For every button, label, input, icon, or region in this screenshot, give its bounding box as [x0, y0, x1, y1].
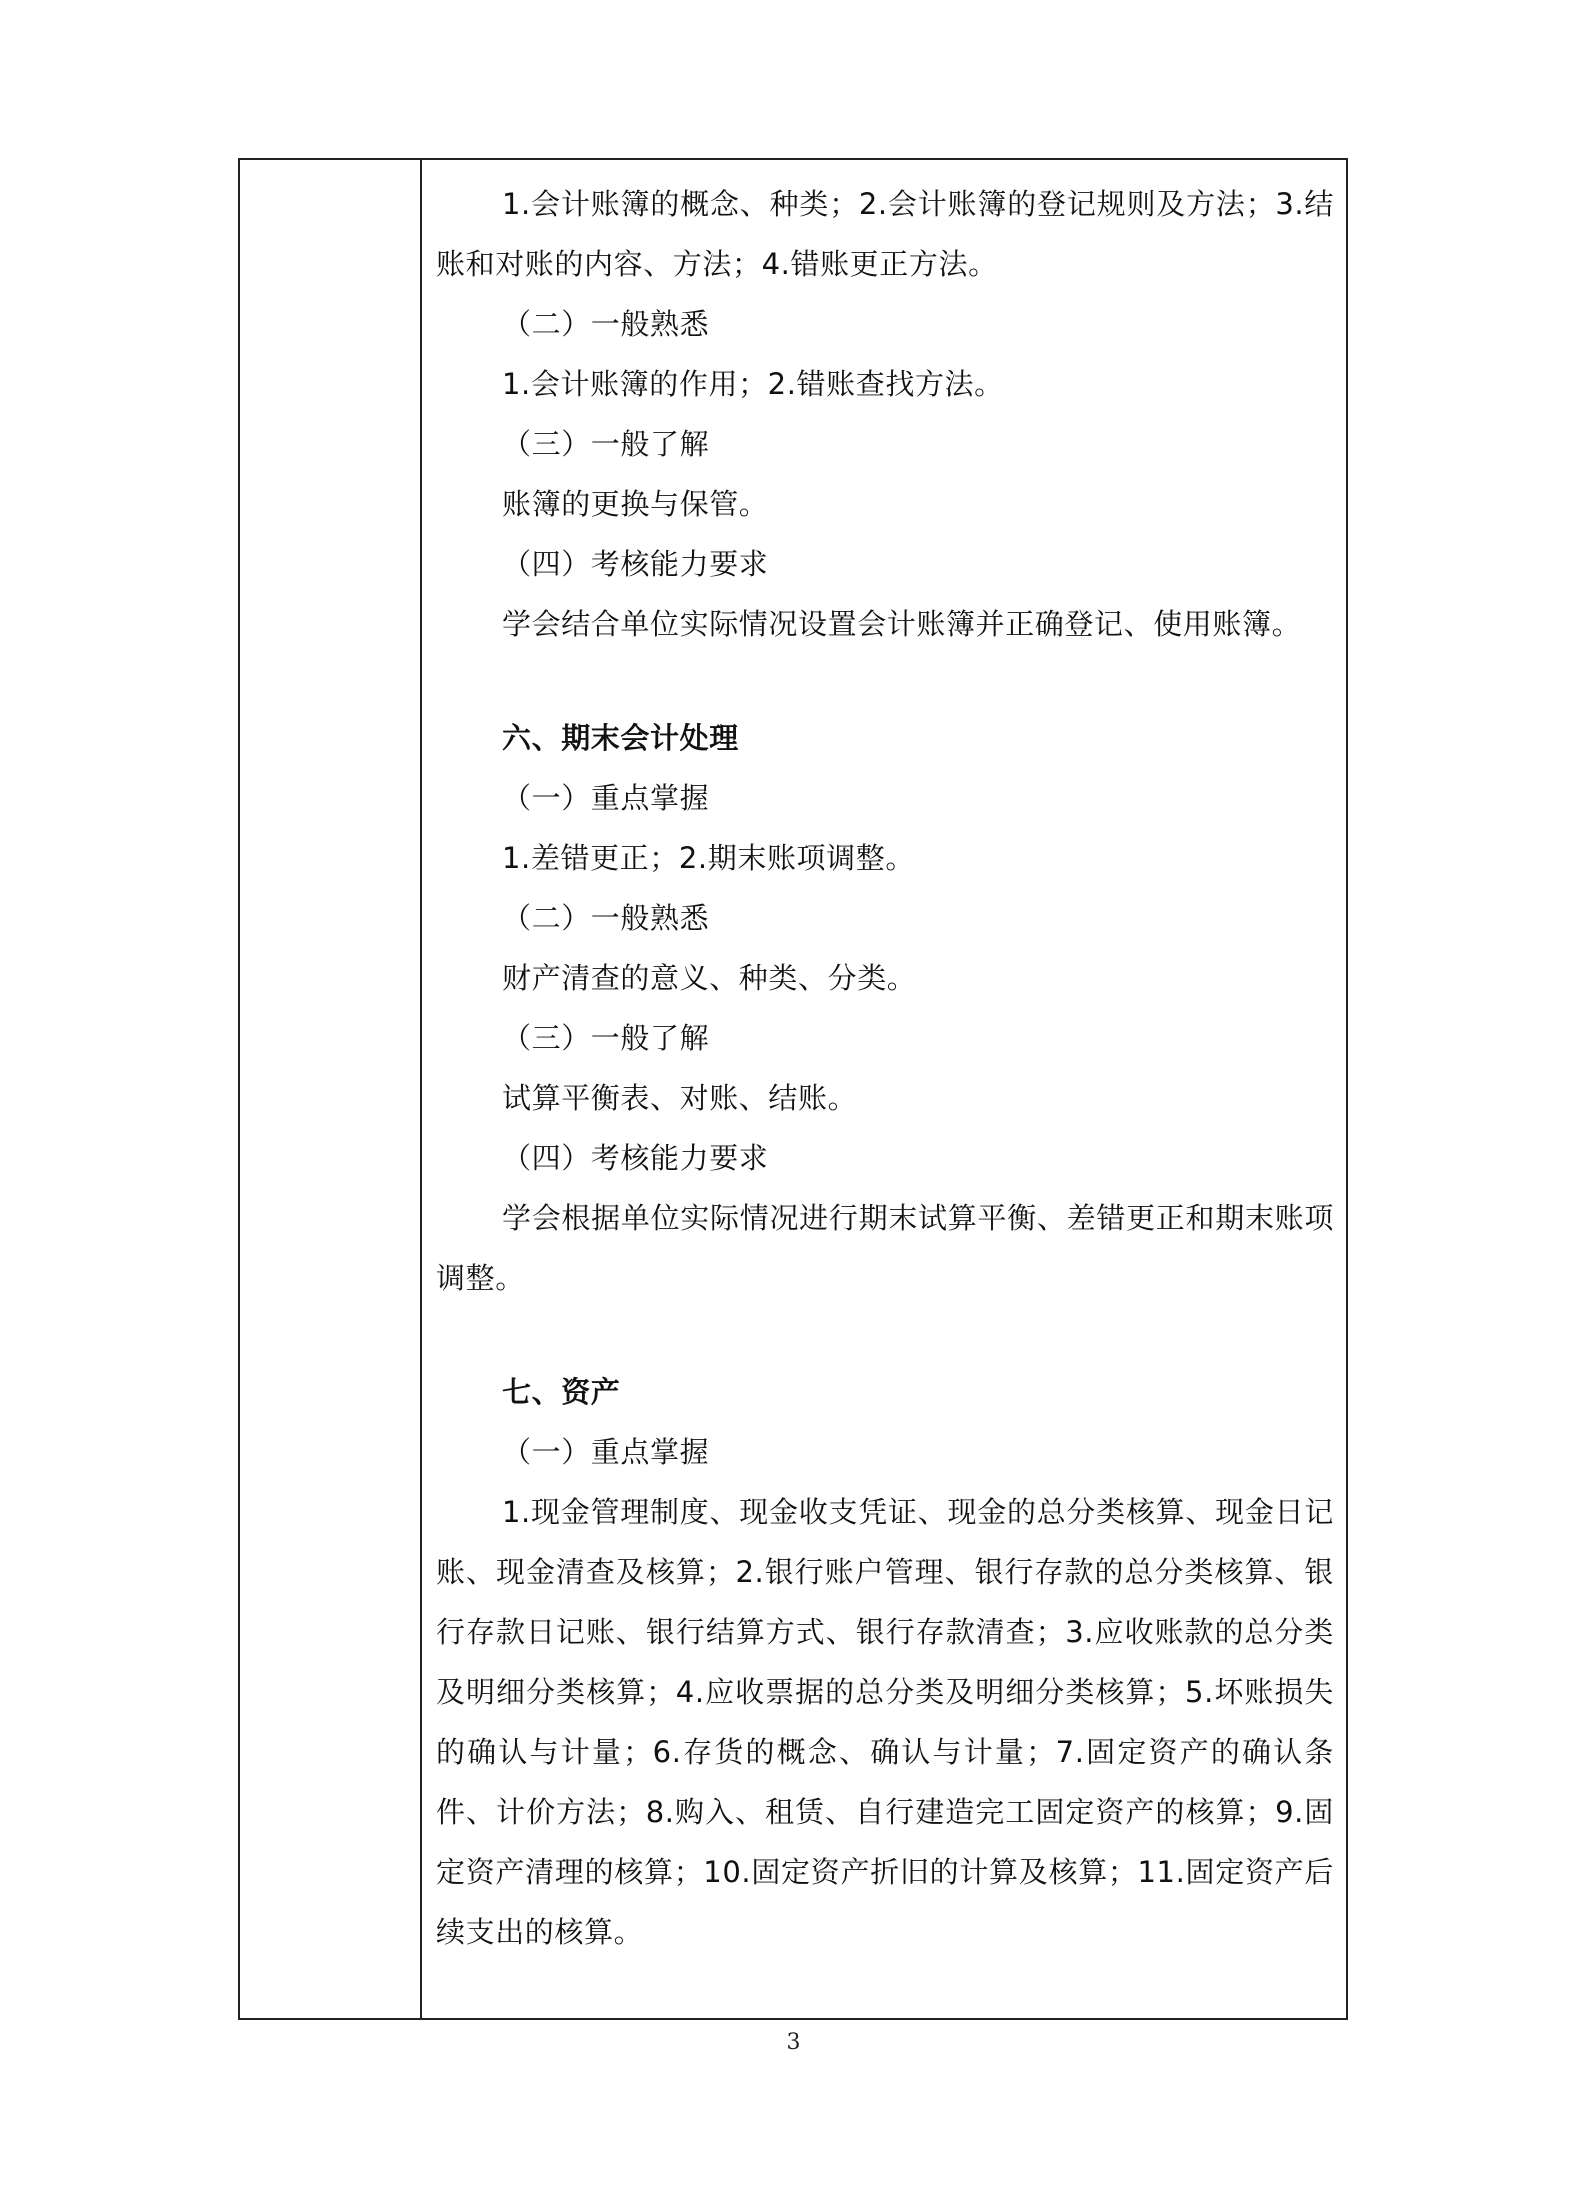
s6-understand-text: 试算平衡表、对账、结账。: [502, 1081, 858, 1115]
s5-understand-text: 账簿的更换与保管。: [502, 487, 769, 521]
s5-understand-heading: （三）一般了解: [502, 427, 710, 461]
column-divider: [420, 160, 422, 2018]
s5-ability-heading: （四）考核能力要求: [502, 547, 769, 581]
s6-familiar-text: 财产清查的意义、种类、分类。: [502, 961, 917, 995]
page-number: 3: [786, 2030, 801, 2055]
section-gap: [436, 1308, 1334, 1362]
s6-major-heading: （一）重点掌握: [502, 781, 710, 815]
s7-title: 七、资产: [502, 1375, 621, 1409]
s6-understand-heading: （三）一般了解: [502, 1021, 710, 1055]
content-cell: [436, 174, 1334, 2018]
s5-ability-text: 学会结合单位实际情况设置会计账簿并正确登记、使用账簿。: [502, 607, 1302, 641]
s5-familiar-text: 1.会计账簿的作用；2.错账查找方法。: [502, 367, 1004, 401]
s6-ability-text: 学会根据单位实际情况进行期末试算平衡、差错更正和期末账项调整。: [436, 1201, 1334, 1295]
section-gap: [436, 654, 1334, 708]
s6-major-text: 1.差错更正；2.期末账项调整。: [502, 841, 915, 875]
s5-familiar-heading: （二）一般熟悉: [502, 307, 710, 341]
s7-major-heading: （一）重点掌握: [502, 1435, 710, 1469]
s7-major-text: 1.现金管理制度、现金收支凭证、现金的总分类核算、现金日记账、现金清查及核算；2.银行账户管理、银行存款的总分类核算、银行存款日记账、银行结算方式、银行存款清查；3.应收账款的总分类及明细分类核算；4.应收票据的总分类及明细分类核算；5.坏账损失的确认与计量；6.存货的概念、确认与计量；7.固定资产的确认条件、计价方法；8.购入、租赁、自行建造完工固定资产的核算；9.固定资产清理的核算；10.固定资产折旧的计算及核算；11.固定资产后续支出的核算。: [436, 1495, 1334, 1949]
syllabus-table: [238, 158, 1348, 2020]
s6-ability-heading: （四）考核能力要求: [502, 1141, 769, 1175]
s6-familiar-heading: （二）一般熟悉: [502, 901, 710, 935]
s6-title: 六、期末会计处理: [502, 721, 739, 755]
s5-major-text: 1.会计账簿的概念、种类；2.会计账簿的登记规则及方法；3.结账和对账的内容、方法；4.错账更正方法。: [436, 187, 1334, 281]
